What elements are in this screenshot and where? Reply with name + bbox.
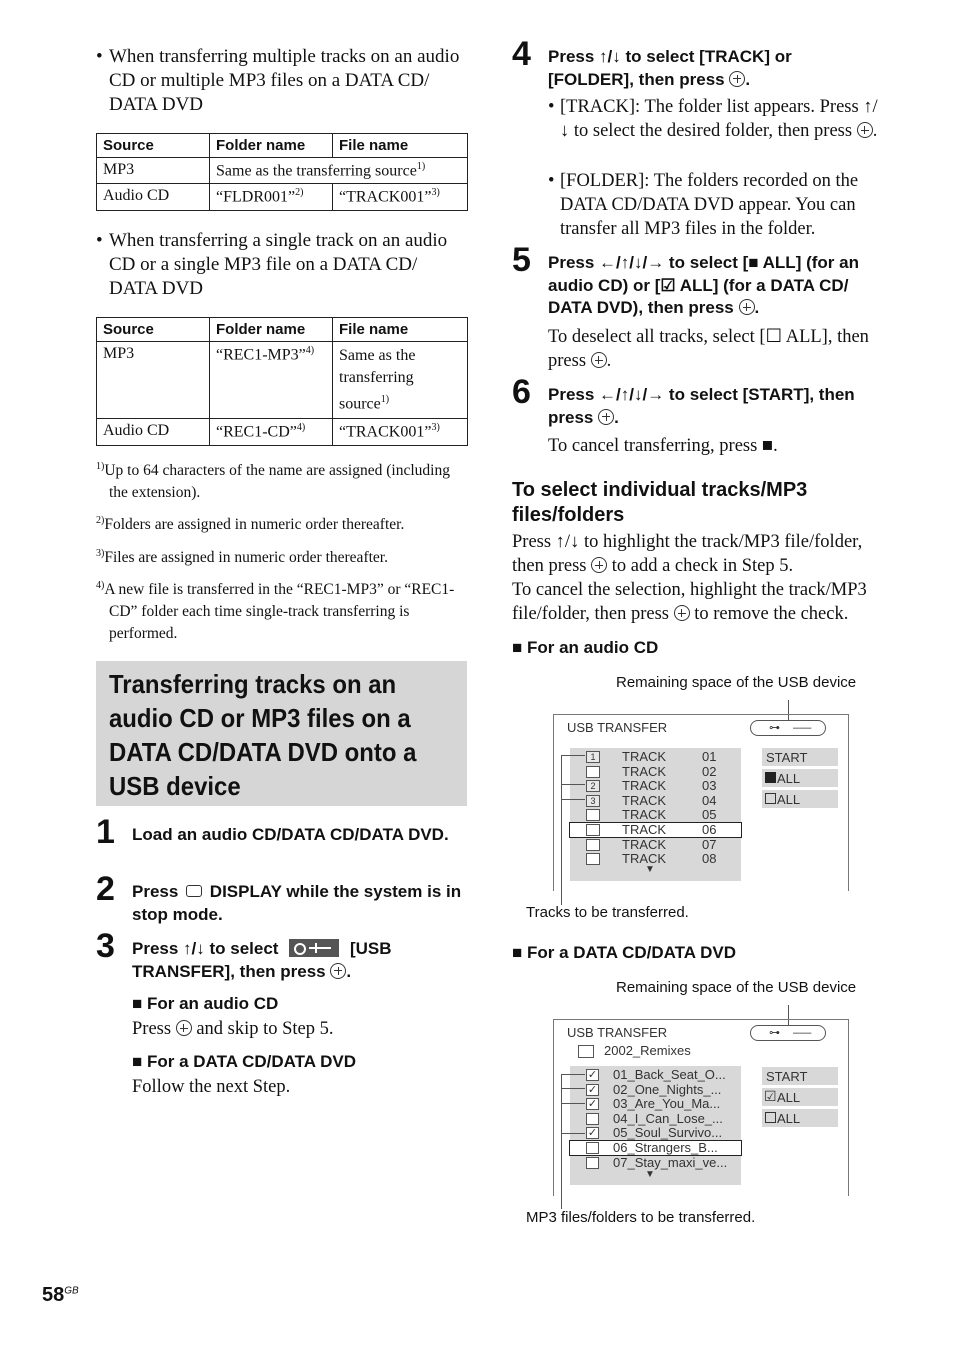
sub-data-body: Follow the next Step. bbox=[132, 1077, 291, 1097]
track-number: 07 bbox=[702, 836, 717, 852]
enter-icon bbox=[729, 71, 745, 87]
footnote: $^{3)}$Files are assigned in numeric order thereafter. bbox=[96, 547, 388, 566]
table-multiple bbox=[96, 133, 468, 211]
scroll-down-icon: ▼ bbox=[645, 1169, 655, 1180]
checked-checkbox[interactable]: ✓ bbox=[587, 1127, 598, 1140]
enter-icon bbox=[176, 1020, 192, 1036]
table-cell: “FLDR001”$^{2)}$ bbox=[210, 184, 333, 210]
usb-icon: ⊶ bbox=[769, 1027, 780, 1039]
scroll-down-icon: ▼ bbox=[645, 864, 655, 875]
usb-transfer-screen-audio bbox=[553, 714, 849, 891]
deselect-all-button[interactable]: ALL bbox=[762, 1109, 838, 1127]
checked-box-icon: ☑ bbox=[764, 1088, 777, 1104]
callout-line bbox=[561, 1133, 585, 1134]
track-number: 01 bbox=[702, 749, 717, 764]
numbered-checkbox[interactable]: 1 bbox=[586, 751, 600, 763]
callout-line bbox=[561, 1074, 585, 1075]
step-number: 5 bbox=[512, 241, 531, 279]
enter-icon bbox=[591, 557, 607, 573]
table-cell: Same as the transferring source$^{1)}$ bbox=[210, 158, 468, 184]
table-cell: Audio CD bbox=[97, 419, 210, 445]
callout-line bbox=[561, 1088, 585, 1089]
table-cell: “TRACK001”$^{3)}$ bbox=[333, 419, 468, 445]
checkbox[interactable] bbox=[586, 1157, 599, 1169]
file-row[interactable] bbox=[570, 1083, 741, 1097]
file-name: 02_One_Nights_... bbox=[613, 1081, 722, 1097]
track-number: 03 bbox=[702, 778, 717, 794]
step-number: 6 bbox=[512, 373, 531, 411]
select-all-button[interactable]: ALL bbox=[762, 769, 838, 787]
step-number: 2 bbox=[96, 870, 115, 908]
screen-title: USB TRANSFER bbox=[567, 1025, 668, 1040]
enter-icon bbox=[857, 122, 873, 138]
table-header: Source bbox=[97, 318, 210, 342]
fig-audio-caption-space: Remaining space of the USB device bbox=[616, 674, 857, 691]
sub-audio-heading: ■ For an audio CD bbox=[132, 994, 279, 1013]
track-name: TRACK bbox=[622, 792, 667, 808]
track-row[interactable] bbox=[570, 779, 741, 793]
numbered-checkbox[interactable]: 3 bbox=[586, 795, 600, 807]
screen-title: USB TRANSFER bbox=[567, 720, 668, 735]
callout-line bbox=[561, 784, 585, 785]
table-single bbox=[96, 317, 468, 446]
step-6-body: To cancel transferring, press ■. bbox=[548, 436, 778, 456]
filled-square-icon bbox=[765, 772, 776, 783]
step-5-text: Press ←/↑/↓/→ to select [■ ALL] (for an audio CD) or [☑ ALL] (for a DATA CD/ DATA DVD), then press . bbox=[548, 253, 859, 317]
file-row[interactable] bbox=[570, 1126, 741, 1140]
track-number: 02 bbox=[702, 763, 717, 779]
enter-icon bbox=[591, 352, 607, 368]
checkbox[interactable] bbox=[586, 839, 600, 851]
table-cell: MP3 bbox=[97, 342, 210, 419]
step-4-text: Press ↑/↓ to select [TRACK] or [FOLDER], then press . bbox=[548, 47, 792, 89]
fig-data-caption-files: MP3 files/folders to be transferred. bbox=[526, 1209, 756, 1226]
start-button[interactable]: START bbox=[762, 748, 838, 766]
callout-line bbox=[561, 755, 562, 905]
track-row[interactable] bbox=[570, 750, 741, 764]
page-number: $58^{GB}$ bbox=[42, 1284, 79, 1306]
table-row bbox=[97, 184, 468, 210]
table-header: Source bbox=[97, 134, 210, 158]
track-name: TRACK bbox=[622, 807, 667, 823]
bullet-multiple-text: When transferring multiple tracks on an audio CD or multiple MP3 files on a DATA CD/ DATA DVD bbox=[109, 46, 460, 115]
step-3-text: Press ↑/↓ to select [USB TRANSFER], then press . bbox=[132, 939, 392, 981]
checkbox[interactable] bbox=[586, 766, 600, 778]
checkbox[interactable] bbox=[586, 809, 600, 821]
checked-checkbox[interactable]: ✓ bbox=[587, 1083, 598, 1096]
track-number: 08 bbox=[702, 851, 717, 867]
step-number: 3 bbox=[96, 927, 115, 965]
file-name: 01_Back_Seat_O... bbox=[613, 1067, 726, 1082]
bullet-single-text: When transferring a single track on an audio CD or a single MP3 file on a DATA CD/ DATA DVD bbox=[109, 230, 448, 299]
checked-checkbox[interactable]: ✓ bbox=[587, 1098, 598, 1111]
table-cell: “REC1-CD”$^{4)}$ bbox=[210, 419, 333, 445]
fig-data-caption-space: Remaining space of the USB device bbox=[616, 979, 857, 996]
numbered-checkbox[interactable]: 2 bbox=[586, 780, 600, 792]
file-row[interactable] bbox=[570, 1068, 741, 1082]
sub-audio-body: Press and skip to Step 5. bbox=[132, 1019, 334, 1039]
file-row[interactable] bbox=[569, 1140, 742, 1156]
footnote: $^{1)}$Up to 64 characters of the name are assigned (including the extension). bbox=[96, 461, 450, 501]
enter-icon bbox=[598, 409, 614, 425]
table-header: Folder name bbox=[210, 134, 333, 158]
footnotes bbox=[96, 456, 468, 644]
display-button-icon bbox=[186, 885, 202, 897]
track-number: 05 bbox=[702, 807, 717, 823]
select-all-button[interactable]: ☑ ALL bbox=[762, 1088, 838, 1106]
callout-line bbox=[561, 755, 585, 756]
empty-square-icon bbox=[765, 1112, 776, 1123]
track-name: TRACK bbox=[622, 763, 667, 779]
section-title-box bbox=[96, 661, 467, 806]
callout-line bbox=[561, 1074, 562, 1209]
checked-checkbox[interactable]: ✓ bbox=[587, 1069, 598, 1081]
individual-select-heading: To select individual tracks/MP3 files/folders bbox=[512, 479, 808, 526]
empty-square-icon bbox=[765, 793, 776, 804]
step-4-bullet-folder: • [FOLDER]: The folders recorded on the DATA CD/DATA DVD appear. You can transfer all MP3 files in the folder. bbox=[548, 171, 859, 239]
usb-space-indicator: ⊶ ––– bbox=[750, 1025, 826, 1041]
enter-icon bbox=[739, 299, 755, 315]
table-header: Folder name bbox=[210, 318, 333, 342]
file-name: 06_Strangers_B... bbox=[613, 1140, 718, 1155]
track-row[interactable] bbox=[570, 852, 741, 866]
file-row[interactable] bbox=[570, 1097, 741, 1111]
table-cell: “REC1-MP3”$^{4)}$ bbox=[210, 342, 333, 419]
usb-transfer-icon bbox=[289, 939, 339, 957]
table-header: File name bbox=[333, 318, 468, 342]
deselect-all-button[interactable]: ALL bbox=[762, 790, 838, 808]
table-row bbox=[97, 158, 468, 184]
folder-name: 2002_Remixes bbox=[604, 1043, 691, 1058]
enter-icon bbox=[674, 605, 690, 621]
checkbox[interactable] bbox=[586, 824, 600, 836]
track-number: 04 bbox=[702, 792, 717, 808]
step-1-text: Load an audio CD/DATA CD/DATA DVD. bbox=[132, 825, 449, 844]
callout-line bbox=[561, 799, 585, 800]
section-title: Transferring tracks on an audio CD or MP3 files on a DATA CD/DATA DVD onto a USB device bbox=[109, 669, 417, 801]
folder-icon bbox=[578, 1045, 594, 1058]
track-name: TRACK bbox=[622, 836, 667, 852]
fig-audio-caption-tracks: Tracks to be transferred. bbox=[526, 904, 689, 921]
table-cell: “TRACK001”$^{3)}$ bbox=[333, 184, 468, 210]
table-cell: MP3 bbox=[97, 158, 210, 184]
step-5-body: To deselect all tracks, select [☐ ALL], then press . bbox=[548, 327, 869, 371]
table-header: File name bbox=[333, 134, 468, 158]
footnote: $^{2)}$Folders are assigned in numeric order thereafter. bbox=[96, 515, 405, 534]
track-number: 06 bbox=[702, 822, 717, 837]
track-row[interactable] bbox=[570, 765, 741, 779]
step-number: 4 bbox=[512, 35, 531, 73]
footnote: $^{4)}$A new file is transferred in the “REC1-MP3” or “REC1-CD” folder each time single-track transferring is performed. bbox=[96, 580, 455, 642]
bullet-multiple: • When transferring multiple tracks on an audio CD or multiple MP3 files on a DATA CD/ DATA DVD bbox=[96, 45, 468, 117]
track-row[interactable] bbox=[570, 794, 741, 808]
step-4-bullet-track: • [TRACK]: The folder list appears. Press ↑/↓ to select the desired folder, then press . bbox=[548, 97, 878, 141]
track-row[interactable] bbox=[570, 808, 741, 822]
table-cell: Audio CD bbox=[97, 184, 210, 210]
file-name: 05_Soul_Survivo... bbox=[613, 1125, 723, 1141]
file-name: 07_Stay_maxi_ve... bbox=[613, 1154, 728, 1170]
individual-select-para: Press ↑/↓ to highlight the track/MP3 file/folder, then press to add a check in Step 5. To cancel the selection, highlight the track/MP3 file/folder, then press to remove the check. bbox=[512, 532, 867, 624]
file-name: 03_Are_You_Ma... bbox=[613, 1096, 721, 1112]
callout-line bbox=[561, 1103, 585, 1104]
track-name: TRACK bbox=[622, 778, 667, 794]
checkbox[interactable] bbox=[586, 853, 600, 865]
fig-audio-heading: ■ For an audio CD bbox=[512, 638, 659, 657]
track-name: TRACK bbox=[622, 749, 667, 764]
checkbox[interactable] bbox=[586, 1142, 599, 1154]
table-cell: Same as the transferring source$^{1)}$ bbox=[333, 342, 468, 419]
track-name: TRACK bbox=[622, 851, 667, 867]
track-row[interactable] bbox=[570, 838, 741, 852]
table-row bbox=[97, 419, 468, 445]
checkbox[interactable] bbox=[586, 1113, 599, 1125]
enter-icon bbox=[330, 963, 346, 979]
step-2-text: Press DISPLAY while the system is in stop mode. bbox=[132, 882, 462, 924]
file-name: 04_I_Can_Lose_... bbox=[613, 1110, 723, 1126]
usb-icon: ⊶ bbox=[769, 722, 780, 734]
track-name: TRACK bbox=[622, 822, 667, 837]
table-row bbox=[97, 342, 468, 419]
bullet-single: • When transferring a single track on an audio CD or a single MP3 file on a DATA CD/ DATA DVD bbox=[96, 229, 468, 301]
track-row[interactable] bbox=[569, 822, 742, 838]
file-row[interactable] bbox=[570, 1156, 741, 1170]
fig-data-heading: ■ For a DATA CD/DATA DVD bbox=[512, 943, 737, 962]
usb-space-indicator: ⊶ ––– bbox=[750, 720, 826, 736]
file-row[interactable] bbox=[570, 1112, 741, 1126]
usb-transfer-screen-data bbox=[553, 1019, 849, 1196]
step-number: 1 bbox=[96, 813, 115, 851]
sub-data-heading: ■ For a DATA CD/DATA DVD bbox=[132, 1052, 357, 1071]
start-button[interactable]: START bbox=[762, 1067, 838, 1085]
step-6-text: Press ←/↑/↓/→ to select [START], then press . bbox=[548, 385, 855, 427]
